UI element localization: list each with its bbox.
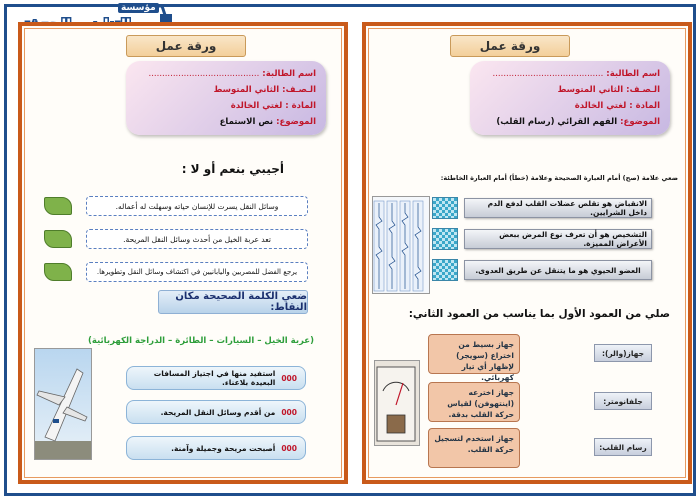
leaf-answer-box[interactable] [44,263,72,281]
subject-value: لغتي الخالدة [574,101,627,111]
grade-label: الـصـف: [626,85,660,95]
true-false-statement: الانقباض هو تقلص عضلات القلب لدفع الدم داخل الشرايين. [464,198,652,218]
column-a-item[interactable]: جلفانومتر: [594,392,652,410]
worksheet-title: ورقة عمل [450,35,570,57]
topic-value: نص الاستماع [219,117,274,127]
fill-blank-item [126,436,306,460]
true-false-instruction: ضعي علامة (صح) أمام العبارة الصحيحة وعلامة (خطأ) أمام العبارة الخاطئة: [440,174,678,182]
grade-label: الـصـف: [282,85,316,95]
grade-value: الثاني المتوسط [557,85,624,95]
fill-blank-heading: ضعي الكلمة الصحيحة مكان النقاط: [158,290,308,314]
subject-label: المادة : [285,101,316,111]
name-blank: ......................................... [492,69,604,79]
yes-no-item: يرجع الفضل للمصريين واليابانيين في اكتشاف وسائل النقل وتطويرها. [86,262,308,282]
ecg-strips-picture [372,196,430,294]
blank-marker[interactable]: 000 [281,407,297,417]
word-bank: (عربة الخيل – السيارات – الطائرة – الدراجة الكهربائية) [87,336,314,346]
airplane-photo [34,348,92,460]
subject-label: المادة : [629,101,660,111]
leaf-answer-box[interactable] [44,197,72,215]
topic-value: الفهم القرائي (رسام القلب) [496,117,618,127]
matching-heading: صلي من العمود الأول بما يناسب من العمود الثاني: [408,308,670,320]
name-label: اسم الطالبة: [262,69,316,79]
name-label: اسم الطالبة: [606,69,660,79]
column-a-item[interactable]: جهاز(والر): [594,344,652,362]
student-info-card [126,61,326,135]
fill-blank-item [126,366,306,390]
worksheet-heart-recorder [362,22,692,484]
topic-label: الموضوع: [620,117,660,127]
worksheet-title: ورقة عمل [126,35,246,57]
galvanometer-picture [374,360,420,446]
subject-value: لغتي الخالدة [230,101,283,111]
column-b-item[interactable]: جهاز اخترعه (اينتهوفن) لقياس حركة القلب بدقة. [428,382,520,422]
yes-no-item: تعد عربة الخيل من أحدث وسائل النقل المريحة. [86,229,308,249]
fill-blank-item [126,400,306,424]
fill-blank-text: أصبحت مريحة وجميلة وآمنة. [171,443,276,453]
logo-line-1: مؤسسة [118,3,159,13]
blank-marker[interactable]: 000 [281,373,297,383]
answer-box[interactable] [432,259,458,281]
blank-marker[interactable]: 000 [281,443,297,453]
topic-label: الموضوع: [276,117,316,127]
yes-no-heading: أجيبي بنعم أو لا : [181,162,284,176]
true-false-statement: العضو الحيوي هو ما يتنقل عن طريق العدوى. [464,260,652,280]
grade-value: الثاني المتوسط [213,85,280,95]
worksheet-listening [18,22,348,484]
answer-box[interactable] [432,197,458,219]
student-info-card [470,61,670,135]
fill-blank-text: استفيد منها في اجتياز المسافات البعيدة بلاعناء. [153,369,276,387]
fill-blank-text: من أقدم وسائل النقل المريحة. [160,407,276,417]
name-blank: ......................................... [148,69,260,79]
leaf-answer-box[interactable] [44,230,72,248]
column-b-item[interactable]: جهاز بسيط من اختراع (سويجر) لإظهار أي تيار كهربائي. [428,334,520,374]
answer-box[interactable] [432,228,458,250]
true-false-statement: التشخيص هو أن تعرف نوع المرض ببعض الأعراض المميزة. [464,229,652,249]
column-a-item[interactable]: رسام القلب: [594,438,652,456]
column-b-item[interactable]: جهاز استخدم لتسجيل حركة القلب. [428,428,520,468]
yes-no-item: وسائل النقل يسرت للإنسان حياته وسهلت له أعماله. [86,196,308,216]
